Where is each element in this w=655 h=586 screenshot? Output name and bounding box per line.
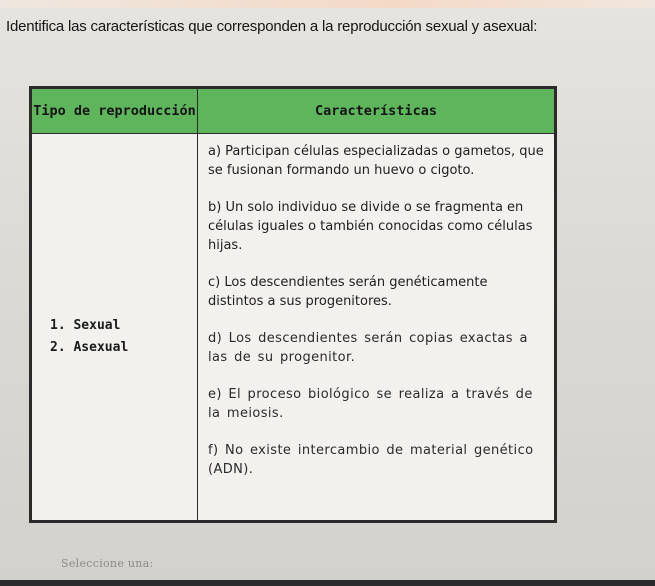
characteristic-f: f) No existe intercambio de material genético (ADN). [208, 443, 534, 477]
characteristic-d: d) Los descendientes serán copias exactas a las de su progenitor. [208, 331, 528, 365]
top-strip [0, 0, 655, 8]
header-caracteristicas: Características [198, 89, 555, 134]
characteristics-cell [198, 134, 555, 521]
header-tipo: Tipo de reproducción [32, 89, 198, 134]
table [31, 88, 555, 521]
tipo-cell [32, 134, 198, 521]
tipo-sexual: 1. Sexual [50, 318, 121, 333]
characteristic-c: c) Los descendientes serán genéticamente distintos a sus progenitores. [208, 275, 488, 309]
select-prompt: Seleccione una: [61, 557, 154, 570]
table-header-row [32, 89, 555, 134]
tipo-asexual: 2. Asexual [50, 340, 129, 355]
table-row [32, 134, 555, 521]
characteristic-e: e) El proceso biológico se realiza a través de la meiosis. [208, 387, 533, 421]
characteristic-a: a) Participan células especializadas o gametos, que se fusionan formando un huevo o cigoto. [208, 144, 544, 178]
question-text: Identifica las características que corresponden a la reproducción sexual y asexual: [6, 18, 538, 35]
bottom-strip [0, 580, 655, 586]
reproduction-table [29, 86, 557, 523]
characteristic-b: b) Un solo individuo se divide o se fragmenta en células iguales o también conocidas como células hijas. [208, 200, 533, 253]
